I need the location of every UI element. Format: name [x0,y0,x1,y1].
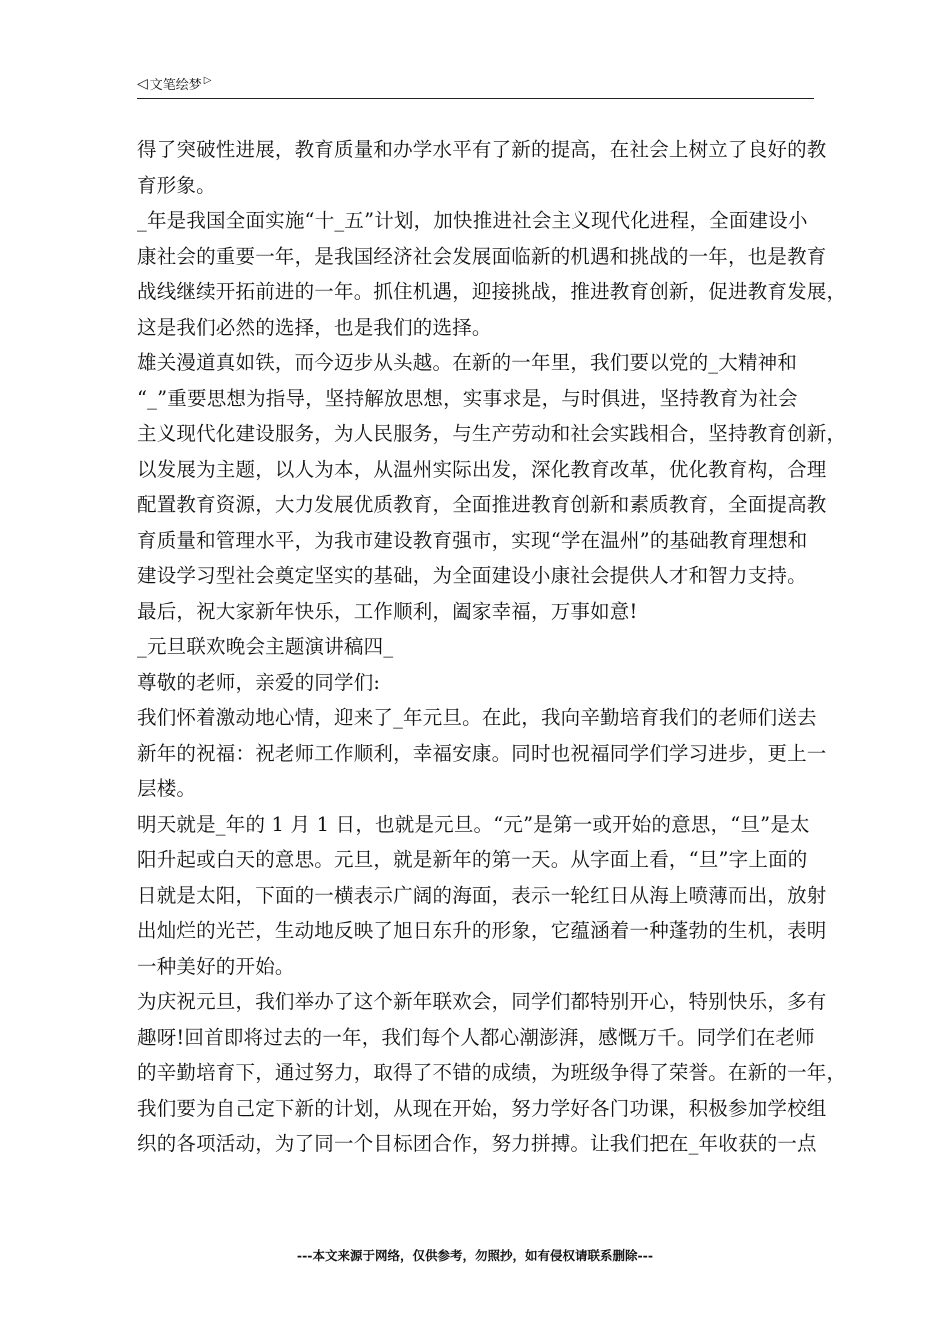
text-line: 战线继续开拓前进的一年。抓住机遇，迎接挑战，推进教育创新，促进教育发展， [137,280,847,303]
text-line: 织的各项活动，为了同一个目标团合作，努力拼搏。让我们把在_年收获的一点 [137,1132,817,1155]
text-line: 出灿烂的光芒，生动地反映了旭日东升的形象，它蕴涵着一种蓬勃的生机，表明 [137,919,827,942]
text-line: 明天就是_年的 1 月 1 日，也就是元旦。“元”是第一或开始的意思，“旦”是太 [137,812,810,836]
text-line: 最后，祝大家新年快乐，工作顺利，阖家幸福，万事如意! [137,599,638,623]
paragraph-2 [137,203,847,345]
paragraph-4 [137,594,821,630]
text-line: 日就是太阳，下面的一横表示广阔的海面，表示一轮红日从海上喷薄而出，放射 [137,883,827,907]
text-line: _年是我国全面实施“十_五”计划，加快推进社会主义现代化进程，全面建设小 [137,209,808,232]
text-line: 新年的祝福：祝老师工作顺利，幸福安康。同时也祝福同学们学习进步，更上一 [137,741,827,765]
triangle-left-icon: ◁ [137,75,148,92]
text-line: 以发展为主题，以人为本，从温州实际出发，深化教育改革，优化教育构，合理 [137,457,827,481]
paragraph-9 [137,984,847,1162]
text-line: 一种美好的开始。 [137,954,295,978]
document-body [137,132,847,1162]
section-heading [137,629,821,665]
text-line: _元旦联欢晚会主题演讲稿四_ [137,635,394,658]
text-line: 育形象。 [137,173,216,197]
text-line: 雄关漫道真如铁，而今迈步从头越。在新的一年里，我们要以党的_大精神和 [137,351,798,374]
text-line: 建设学习型社会奠定坚实的基础，为全面建设小康社会提供人才和智力支持。 [137,564,807,587]
text-line: 得了突破性进展，教育质量和办学水平有了新的提高，在社会上树立了良好的教 [137,138,827,161]
text-line: 我们要为自己定下新的计划，从现在开始，努力学好各门功课，积极参加学校组 [137,1096,827,1120]
header-brand [137,74,212,93]
page-header [137,72,814,99]
text-line: 尊敬的老师，亲爱的同学们: [137,670,381,694]
text-line: 我们怀着激动地心情，迎来了_年元旦。在此，我向辛勤培育我们的老师们送去 [137,706,817,729]
header-title: 文笔绘梦 [149,78,202,93]
text-line: 康社会的重要一年，是我国经济社会发展面临新的机遇和挑战的一年，也是教育 [137,244,827,268]
paragraph-3 [137,345,847,594]
text-line: 趣呀!回首即将过去的一年，我们每个人都心潮澎湃，感慨万千。同学们在老师 [137,1025,815,1049]
paragraph-8 [137,807,827,985]
text-line: 层楼。 [137,777,197,800]
paragraph-7 [137,700,827,807]
page-footer: ---本文来源于网络，仅供参考，勿照抄，如有侵权请联系删除--- [296,1248,654,1263]
text-line: 的辛勤培育下，通过努力，取得了不错的成绩，为班级争得了荣誉。在新的一年， [137,1061,847,1084]
text-line: 阳升起或白天的意思。元旦，就是新年的第一天。从字面上看，“旦”字上面的 [137,848,808,871]
text-line: 为庆祝元旦，我们举办了这个新年联欢会，同学们都特别开心，特别快乐，多有 [137,990,827,1013]
text-line: 主义现代化建设服务，为人民服务，与生产劳动和社会实践相合，坚持教育创新， [137,422,847,445]
paragraph-1 [137,132,827,203]
text-line: 育质量和管理水平，为我市建设教育强市，实现“学在温州”的基础教育理想和 [137,528,808,552]
triangle-right-icon: ▷ [203,74,212,86]
salutation [137,665,821,701]
text-line: 配置教育资源，大力发展优质教育，全面推进教育创新和素质教育，全面提高教 [137,493,827,516]
text-line: “_”重要思想为指导，坚持解放思想，实事求是，与时俱进，坚持教育为社会 [137,386,798,410]
text-line: 这是我们必然的选择，也是我们的选择。 [137,315,492,339]
